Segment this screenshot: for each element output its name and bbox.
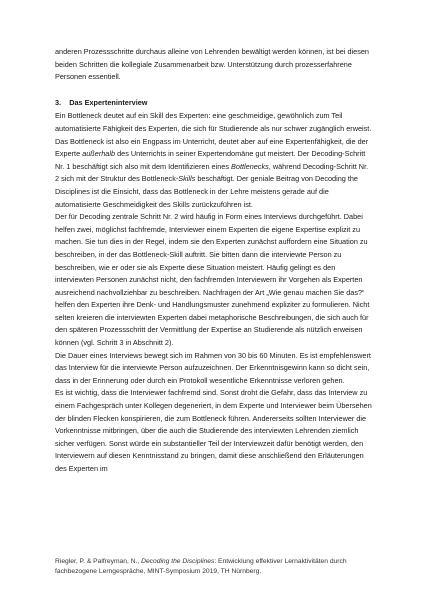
text-run: Ein Bottleneck deutet auf ein Skill des Experten: eine geschmeidige, gewöhnlich zum Teil automatisierte Fähigkeit des Experten, die sich für Studierende als nur schwer zugänglich erweist. Das Bottleneck ist also ein Engpass im Unterricht, deutet aber auf eine Expertenfähigkeit, die der Experte [55, 111, 372, 159]
section-title: Das Experteninterview [69, 97, 148, 107]
paragraph-interview-duration: Die Dauer eines Interviews bewegt sich im Rahmen von 30 bis 60 Minuten. Es ist empfehlenswert das Interview für die interviewte Person aufzuzeichnen. Der Erkenntnisgewinn kann so dicht sein, dass in der Erinnerung oder durch ein Protokoll wesentliche Erkenntnisse verloren gehen. [55, 350, 371, 385]
document-body [55, 46, 373, 476]
text-run: des Unterrichts in seiner Expertendomäne gut meistert. Der Decoding-Schritt Nr. 1 beschäftigt sich also mit dem Identifizieren eines [55, 149, 366, 171]
section-number: 3. [55, 97, 62, 107]
intro-paragraph: anderen Prozessschritte durchaus alleine von Lehrenden bewältigt werden können, ist bei diesen beiden Schritten die kollegiale Zusammenarbeit bzw. Unterstützung durch prozesserfahrene Personen essentiell. [55, 47, 369, 82]
paragraph-bottleneck [55, 110, 373, 211]
emphasis-text: außerhalb [82, 149, 116, 159]
footer-details: : Entwicklung effektiver Lernaktivitäten durch fachbezogene Lerngespräche, MINT-Symposium 2019, TH Nürnberg. [55, 558, 347, 576]
text-run: , während Decoding-Schritt Nr. 2 sich mit der Struktur des Bottleneck- [55, 161, 369, 184]
section-heading [55, 97, 373, 110]
paragraph-interview-method: Der für Decoding zentrale Schritt Nr. 2 wird häufig in Form eines Interviews durchgeführt. Dabei helfen zwei, möglichst fachfremde, Interviewer einem Experten die eigene Expertise explizit zu machen. Sie tun dies in der Regel, indem sie den Experten zunächst auffordern eine Situation zu beschreiben, in der das Bottleneck-Skill auftritt. Sie bitten dann die interviewte Person zu beschreiben, wie er oder sie als Experte diese Situation meistert. Häufig gelingt es den interviewten Personen zunächst nicht, den fachfremden Interviewern ihr Vorgehen als Experten ausreichend nachvollziehbar zu beschreiben. Nachfragen der Art „Wie genau machen Sie das?“ helfen den Experten ihre Denk- und Handlungsmuster zunehmend expliziter zu formulieren. Nicht selten kreieren die interviewten Experten dabei metaphorische Beschreibungen, die sich auch für den späteren Prozessschritt der Vermittlung der Expertise an Studierende als nützlich erweisen können (vgl. Schritt 3 in Abschnitt 2). [55, 212, 370, 348]
text-run: beschäftigt. Der geniale Beitrag von Decoding the Disciplines ist die Einsicht, dass das Bottleneck in der Lehre meistens gerade auf die automatisierte Geschmeidigkeit des Skills zurückzuführen ist. [55, 174, 358, 209]
footer-authors: Riegler, P. & Palfreyman, N., [55, 558, 142, 565]
citation-footer [55, 557, 380, 578]
emphasis-text: Bottlenecks [231, 161, 269, 171]
emphasis-text: Skills [178, 174, 196, 184]
paragraph-interviewer-requirements: Es ist wichtig, dass die Interviewer fachfremd sind. Sonst droht die Gefahr, dass das Interview zu einem Fachgespräch unter Kollegen degeneriert, in dem Experte und Interviewer beim Übersehen der blinden Flecken konspirieren, die zum Bottleneck führen. Andererseits sollten Interviewer die Vorkenntnisse mitbringen, über die auch die Studierende des interviewten Lehrenden ziemlich sicher verfügen. Sonst würde ein substantieller Teil der Interviewzeit dafür benötigt werden, den Interviewern auf diesen Kenntnisstand zu bringen, damit diese anschließend den Erläuterungen des Experten im [55, 388, 372, 473]
footer-title: Decoding the Disciplines [141, 558, 215, 565]
